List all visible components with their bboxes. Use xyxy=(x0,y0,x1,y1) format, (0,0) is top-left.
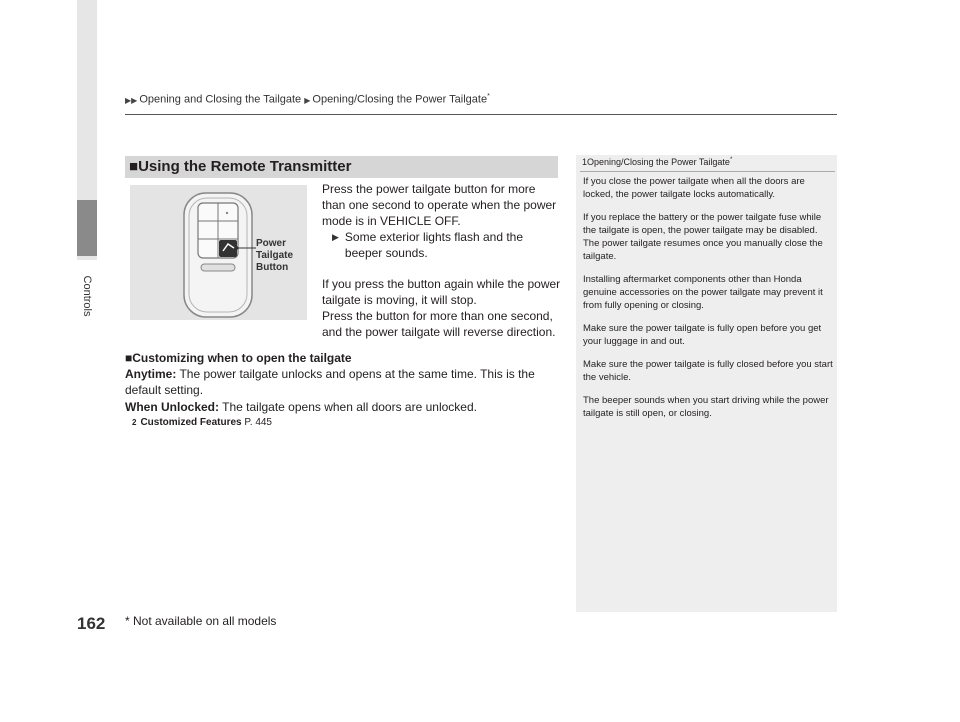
sidebar-asterisk: * xyxy=(729,157,733,163)
customized-features-link[interactable] xyxy=(132,417,272,428)
xref-label: Customized Features xyxy=(140,417,242,428)
power-tailgate-button-callout xyxy=(256,238,293,274)
chapter-tab-marker xyxy=(77,200,97,256)
sidebar-heading-text: Opening/Closing the Power Tailgate xyxy=(587,157,730,167)
anytime-option xyxy=(125,366,565,398)
footnote: * Not available on all models xyxy=(125,614,277,628)
section-bullet-icon: ■ xyxy=(129,158,139,175)
sidebar-heading xyxy=(582,157,732,167)
result-arrow-icon: ▶ xyxy=(332,232,339,242)
sidebar-ref-icon: 1 xyxy=(582,157,588,167)
breadcrumb-asterisk: * xyxy=(487,93,490,100)
instructions xyxy=(322,181,562,340)
when-unlocked-option xyxy=(125,399,565,415)
section-title: Using the Remote Transmitter xyxy=(138,158,352,175)
sidebar-note: Installing aftermarket components other than Honda genuine accessories on the power tailgate may prevent it from fully opening or closing. xyxy=(583,274,823,311)
instruction-paragraph-3: Press the button for more than one second, and the power tailgate will reverse direction. xyxy=(322,309,556,339)
sidebar-note: If you close the power tailgate when all the doors are locked, the power tailgate locks automatically. xyxy=(583,176,805,200)
section-heading xyxy=(125,156,558,178)
breadcrumb-arrow-icon: ▶ xyxy=(304,95,311,105)
callout-line-2: Tailgate xyxy=(256,250,294,261)
breadcrumb xyxy=(125,93,490,106)
customize-heading xyxy=(125,351,352,365)
callout-line-3: Button xyxy=(256,262,289,273)
chapter-tab xyxy=(77,0,97,314)
sidebar-note: Make sure the power tailgate is fully closed before you start the vehicle. xyxy=(583,359,833,383)
sidebar-note: Make sure the power tailgate is fully open before you get your luggage in and out. xyxy=(583,323,822,347)
customize-heading-text: Customizing when to open the tailgate xyxy=(132,351,352,365)
subhead-bullet-icon: ■ xyxy=(125,351,133,365)
sidebar-rule xyxy=(580,171,835,172)
breadcrumb-part-2: Opening/Closing the Power Tailgate xyxy=(312,93,488,106)
instruction-result xyxy=(322,229,562,261)
instruction-paragraph-1: Press the power tailgate button for more than one second to operate when the power mode is in VEHICLE OFF. xyxy=(322,182,557,228)
when-unlocked-label: When Unlocked: xyxy=(125,400,220,414)
callout-line-1: Power xyxy=(256,238,287,249)
sidebar-note: If you replace the battery or the power tailgate fuse while the tailgate is open, the power tailgate may be disabled. The power tailgate resumes once you manually close the tailgate. xyxy=(583,212,823,262)
cross-reference-icon: 2 xyxy=(132,418,137,427)
anytime-label: Anytime: xyxy=(125,367,177,381)
breadcrumb-part-1: Opening and Closing the Tailgate xyxy=(139,93,302,106)
xref-page: P. 445 xyxy=(244,417,272,428)
instruction-result-text: Some exterior lights flash and the beeper sounds. xyxy=(344,230,524,260)
sidebar-note: The beeper sounds when you start driving while the power tailgate is still open, or closing. xyxy=(583,395,829,419)
anytime-text: The power tailgate unlocks and opens at the same time. This is the default setting. xyxy=(125,367,535,397)
page-number: 162 xyxy=(77,614,106,633)
sidebar-notes xyxy=(583,175,833,430)
when-unlocked-text: The tailgate opens when all doors are unlocked. xyxy=(222,400,477,414)
notes-sidebar xyxy=(576,155,837,612)
instruction-paragraph-2: If you press the button again while the power tailgate is moving, it will stop. xyxy=(322,277,561,307)
chapter-label: Controls xyxy=(81,275,93,317)
header-rule xyxy=(125,114,837,115)
breadcrumb-arrow-icon: ▶▶ xyxy=(125,95,138,105)
